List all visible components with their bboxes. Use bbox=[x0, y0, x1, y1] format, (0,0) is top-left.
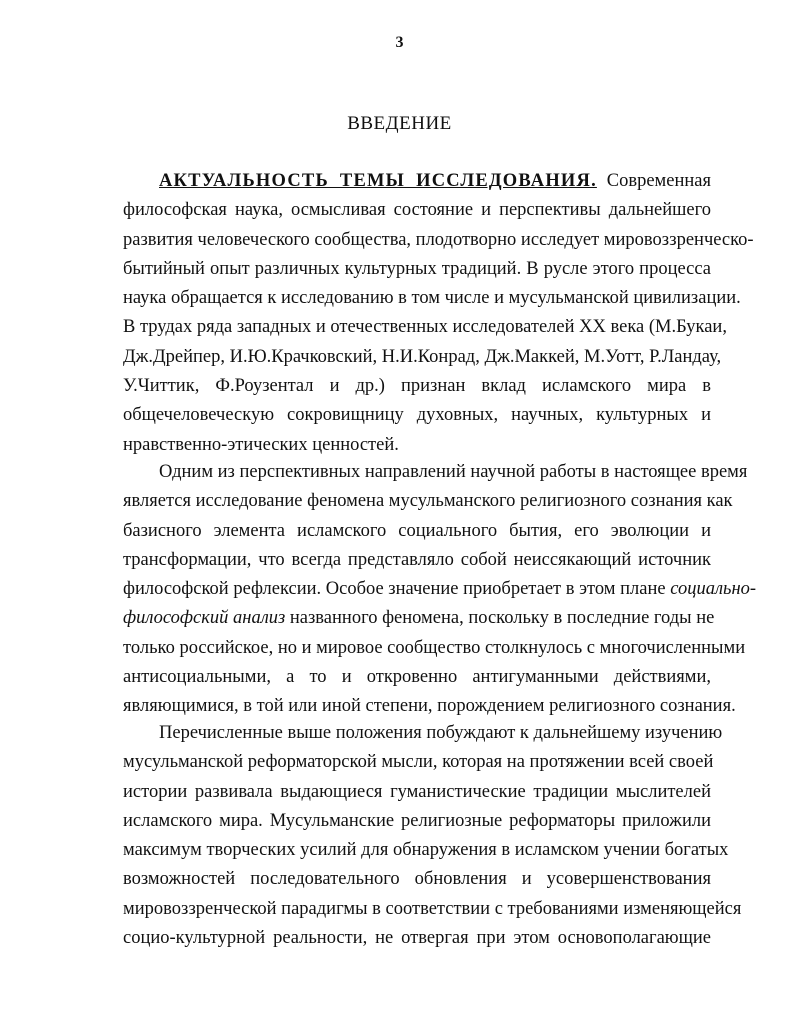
paragraph-line: философской рефлексии. Особое значение приобретает в этом плане социально- bbox=[123, 579, 757, 600]
paragraph-line: антисоциальными, а то и откровенно антигуманными действиями, bbox=[123, 667, 711, 688]
paragraph-line: У.Читтик, Ф.Роузентал и др.) признан вклад исламского мира в bbox=[123, 376, 711, 397]
paragraph-line: АКТУАЛЬНОСТЬ ТЕМЫ ИССЛЕДОВАНИЯ. Современная bbox=[123, 167, 711, 196]
paragraph-line: истории развивала выдающиеся гуманистические традиции мыслителей bbox=[123, 781, 711, 802]
paragraph-line: нравственно-этических ценностей. bbox=[123, 434, 399, 455]
paragraph-line: базисного элемента исламского социального бытия, его эволюции и bbox=[123, 520, 711, 541]
page-number: 3 bbox=[395, 34, 404, 51]
paragraph-line: Одним из перспективных направлений научной работы в настоящее время bbox=[159, 462, 748, 482]
paragraph-line: бытийный опыт различных культурных традиций. В русле этого процесса bbox=[123, 258, 711, 279]
paragraph-line: максимум творческих усилий для обнаружения в исламском учении богатых bbox=[123, 840, 729, 861]
paragraph-line: философский анализ названного феномена, поскольку в последние годы не bbox=[123, 608, 715, 629]
paragraph-line: Дж.Дрейпер, И.Ю.Крачковский, Н.И.Конрад, Дж.Маккей, М.Уотт, Р.Ландау, bbox=[123, 346, 722, 367]
italic-term: философский анализ bbox=[123, 608, 286, 629]
paragraph-line: Перечисленные выше положения побуждают к дальнейшему изучению bbox=[159, 723, 723, 743]
paragraph-line: является исследование феномена мусульманского религиозного сознания как bbox=[123, 491, 733, 512]
paragraph-line: наука обращается к исследованию в том числе и мусульманской цивилизации. bbox=[123, 288, 741, 309]
paragraph-line: философская наука, осмысливая состояние и перспективы дальнейшего bbox=[123, 200, 711, 221]
paragraph-line: мировоззренческой парадигмы в соответствии с требованиями изменяющейся bbox=[123, 898, 742, 919]
paragraph-line: возможностей последовательного обновления и усовершенствования bbox=[123, 869, 711, 890]
paragraph-line: В трудах ряда западных и отечественных исследователей XX века (М.Букаи, bbox=[123, 317, 727, 338]
paragraph-line: исламского мира. Мусульманские религиозные реформаторы приложили bbox=[123, 810, 711, 831]
paragraph-line: мусульманской реформаторской мысли, которая на протяжении всей своей bbox=[123, 752, 714, 773]
paragraph-line: социо-культурной реальности, не отвергая при этом основополагающие bbox=[123, 928, 711, 949]
paragraph-reform-thought bbox=[123, 719, 742, 953]
paragraph-line: развития человеческого сообщества, плодотворно исследует мировоззренческо- bbox=[123, 229, 754, 250]
italic-term: социально- bbox=[670, 579, 757, 600]
topic-heading: АКТУАЛЬНОСТЬ ТЕМЫ ИССЛЕДОВАНИЯ. bbox=[159, 171, 597, 191]
paragraph-relevance bbox=[123, 167, 754, 460]
paragraph-research-direction bbox=[123, 458, 757, 722]
paragraph-line: трансформации, что всегда представляло собой неиссякающий источник bbox=[123, 549, 711, 570]
section-heading: ВВЕДЕНИЕ bbox=[347, 113, 452, 134]
paragraph-line: только российское, но и мировое сообщество столкнулось с многочисленными bbox=[123, 637, 746, 658]
paragraph-line: общечеловеческую сокровищницу духовных, научных, культурных и bbox=[123, 405, 711, 426]
paragraph-line: являющимися, в той или иной степени, порождением религиозного сознания. bbox=[123, 696, 736, 717]
